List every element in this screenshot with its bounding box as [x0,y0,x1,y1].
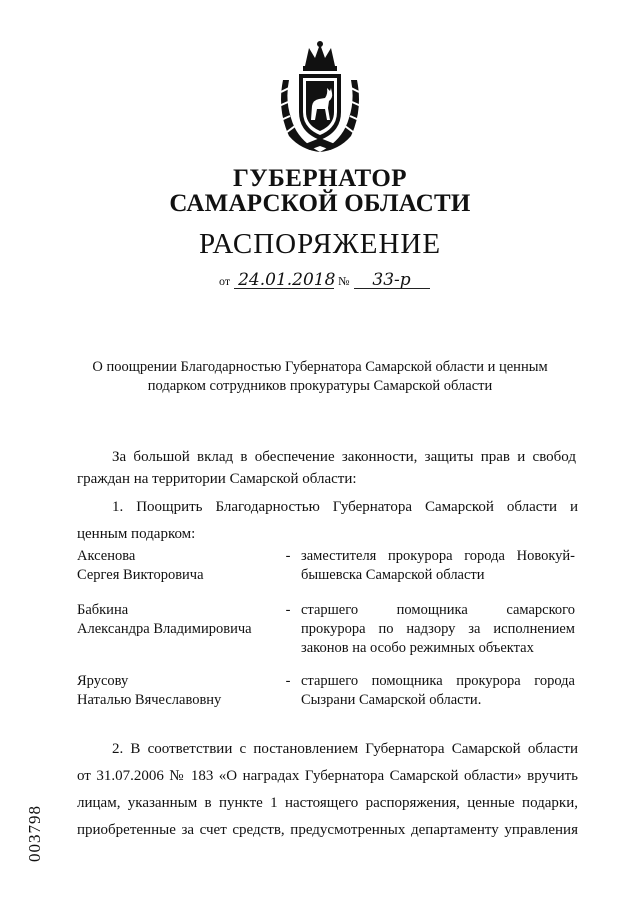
date-label: от [219,274,231,288]
document-type: РАСПОРЯЖЕНИЕ [198,228,442,260]
samara-region-coat-of-arms-icon [275,40,365,155]
header-title-line2: САМАРСКОЙ ОБЛАСТИ [169,190,471,217]
awardee-surname: Ярусову [77,673,129,689]
awardee-name [77,601,277,639]
item2-line: 2. В соответствии с постановлением Губернатора Самарской области [112,741,578,757]
position-line: заместителя прокурора города Новокуй- [301,548,575,564]
position-line: законов на особо режимных объектах [301,640,534,656]
awardee-name [77,672,277,710]
order-date-number-line [215,272,430,289]
order-number: 33-р [354,272,430,289]
position-line: Сызрани Самарской области. [301,692,482,708]
awardee-surname: Бабкина [77,602,129,618]
subject-line: О поощрении Благодарностью Губернатора Самарской области и ценным [92,359,548,375]
item1-line: 1. Поощрить Благодарностью Губернатора Самарской области и [112,499,578,515]
position-line: старшего помощника самарского [301,602,575,618]
awardee-dash: - [285,548,291,564]
margin-stamp-number: 003798 [25,805,44,862]
item2-line: лицам, указанным в пункте 1 настоящего распоряжения, ценные подарки, [77,795,578,811]
item2-line: приобретенные за счет средств, предусмотренных департаменту управления [77,822,578,838]
number-label: № [338,274,350,288]
awardee-position [301,672,575,710]
awardee-given-names: Сергея Викторовича [77,567,204,583]
item2-line: от 31.07.2006 № 183 «О наградах Губернатора Самарской области» вручить [77,768,578,784]
awardee-position [301,601,575,658]
awardee-dash: - [285,602,291,618]
preamble-line: граждан на территории Самарской области: [77,471,357,487]
position-line: бышевска Самарской области [301,567,485,583]
order-date: 24.01.2018 [234,272,334,289]
preamble-line: За большой вклад в обеспечение законности, защиты прав и свобод [112,449,576,465]
awardee-position [301,547,575,585]
awardee-name [77,547,277,585]
awardee-given-names: Наталью Вячеславовну [77,692,222,708]
position-line: старшего помощника прокурора города [301,673,575,689]
position-line: прокурора по надзору за исполнением [301,621,575,637]
awardee-dash: - [285,673,291,689]
document-subject [0,358,640,396]
subject-line: подарком сотрудников прокуратуры Самарской области [147,378,493,394]
item1-line: ценным подарком: [77,526,196,542]
header-title-line1: ГУБЕРНАТОР [232,165,408,192]
awardee-surname: Аксенова [77,548,136,564]
awardee-given-names: Александра Владимировича [77,621,252,637]
